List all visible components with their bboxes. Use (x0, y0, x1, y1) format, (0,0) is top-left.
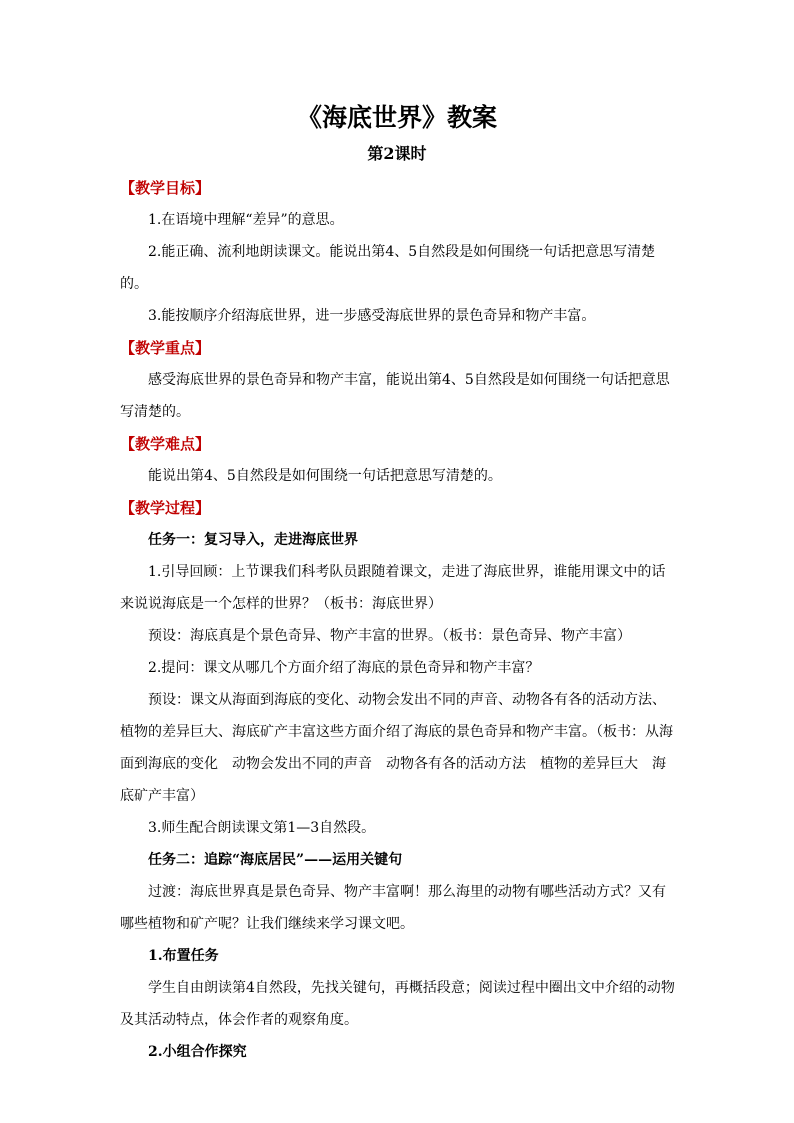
section-heading-goals: 【教学目标】 (120, 179, 211, 197)
goal-item-2: 2.能正确、流利地朗读课文。能说出第4、5自然段是如何围绕一句话把意思写清楚的。 (120, 244, 656, 292)
goal-item-1: 1.在语境中理解“差异”的意思。 (148, 212, 344, 228)
task2-subtext-1: 学生自由朗读第4自然段，先找关键句，再概括段意；阅读过程中圈出文中介绍的动物及其活动特点，体会作者的观察角度。 (120, 980, 675, 1028)
key-points-text: 感受海底世界的景色奇异和物产丰富，能说出第4、5自然段是如何围绕一句话把意思写清楚的。 (120, 372, 670, 420)
task2-paragraph-1: 过渡：海底世界真是景色奇异、物产丰富啊！那么海里的动物有哪些活动方式？又有哪些植物和矿产呢？让我们继续来学习课文吧。 (120, 884, 666, 932)
task1-title: 任务一：复习导入，走进海底世界 (148, 532, 358, 548)
lesson-subtitle: 第2课时 (367, 144, 427, 163)
document-body (120, 172, 676, 1068)
task2-subheading-1: 1.布置任务 (148, 948, 219, 964)
task1-paragraph-1: 1.引导回顾：上节课我们科考队员跟随着课文，走进了海底世界，谁能用课文中的话来说说海底是一个怎样的世界？（板书：海底世界） (120, 564, 666, 612)
task2-subheading-2: 2.小组合作探究 (148, 1044, 247, 1060)
task2-title: 任务二：追踪“海底居民”——运用关键句 (148, 852, 403, 868)
task1-paragraph-5: 3.师生配合朗读课文第1—3自然段。 (148, 820, 376, 836)
section-heading-process: 【教学过程】 (120, 499, 211, 517)
section-heading-key-points: 【教学重点】 (120, 339, 211, 357)
document-title: 《海底世界》教案 (296, 103, 497, 132)
task1-paragraph-2: 预设：海底真是个景色奇异、物产丰富的世界。（板书：景色奇异、物产丰富） (148, 628, 631, 644)
section-heading-difficulties: 【教学难点】 (120, 435, 211, 453)
goal-item-3: 3.能按顺序介绍海底世界，进一步感受海底世界的景色奇异和物产丰富。 (148, 308, 596, 324)
task1-paragraph-4: 预设：课文从海面到海底的变化、动物会发出不同的声音、动物各有各的活动方法、植物的差异巨大、海底矿产丰富这些方面介绍了海底的景色奇异和物产丰富。（板书：从海面到海底的变化 动物会发出不同的声音 动物各有各的活动方法 植物的差异巨大 海底矿产丰富） (120, 692, 673, 804)
difficulties-text: 能说出第4、5自然段是如何围绕一句话把意思写清楚的。 (148, 468, 502, 484)
task1-paragraph-3: 2.提问：课文从哪几个方面介绍了海底的景色奇异和物产丰富？ (148, 660, 540, 676)
